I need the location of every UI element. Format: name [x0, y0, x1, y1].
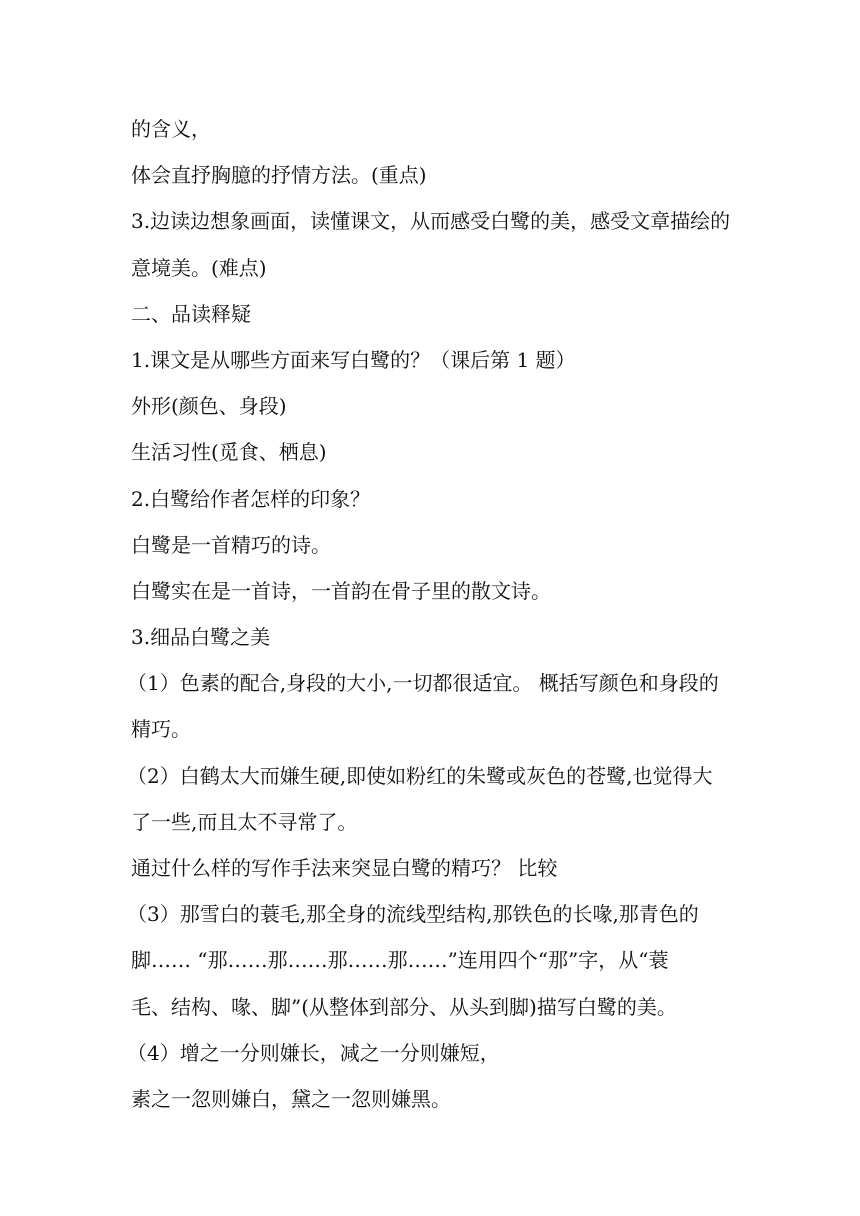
text-line: 精巧。: [131, 717, 191, 742]
text-line: 素之一忽则嫌白，黛之一忽则嫌黑。: [131, 1086, 451, 1111]
question-line: 3.细品白鹭之美: [131, 625, 271, 650]
text-line: （4）增之一分则嫌长，减之一分则嫌短，: [127, 1040, 500, 1065]
text-line: （1）色素的配合,身段的大小,一切都很适宜。 概括写颜色和身段的: [127, 671, 719, 696]
text-line: 白鹭是一首精巧的诗。: [131, 532, 331, 557]
text-line: 的含义，: [131, 117, 211, 141]
text-line: 意境美。(难点): [131, 255, 267, 280]
text-line: 毛、结构、喙、脚”(从整体到部分、从头到脚)描写白鹭的美。: [131, 994, 677, 1019]
section-heading: 二、品读释疑: [131, 301, 251, 326]
question-line: 2.白鹭给作者怎样的印象？: [131, 486, 371, 511]
text-line: 体会直抒胸臆的抒情方法。(重点): [131, 163, 427, 188]
text-line: 通过什么样的写作手法来突显白鹭的精巧？ 比较: [131, 856, 558, 880]
text-line: 3.边读边想象画面，读懂课文，从而感受白鹭的美，感受文章描绘的: [131, 209, 731, 234]
text-line: 脚…… “那……那……那……那……”连用四个“那”字，从“蓑: [131, 948, 669, 973]
document-body: [127, 106, 741, 1122]
question-line: 1.课文是从哪些方面来写白鹭的？（课后第 1 题）: [131, 347, 576, 372]
text-line: 外形(颜色、身段): [131, 394, 287, 419]
text-line: 白鹭实在是一首诗，一首韵在骨子里的散文诗。: [131, 578, 551, 603]
text-line: 了一些,而且太不寻常了。: [131, 809, 358, 834]
text-line: （2）白鹤太大而嫌生硬,即使如粉红的朱鹭或灰色的苍鹭,也觉得大: [127, 763, 713, 788]
text-line: （3）那雪白的蓑毛,那全身的流线型结构,那铁色的长喙,那青色的: [127, 902, 699, 927]
text-line: 生活习性(觅食、栖息): [131, 440, 327, 465]
